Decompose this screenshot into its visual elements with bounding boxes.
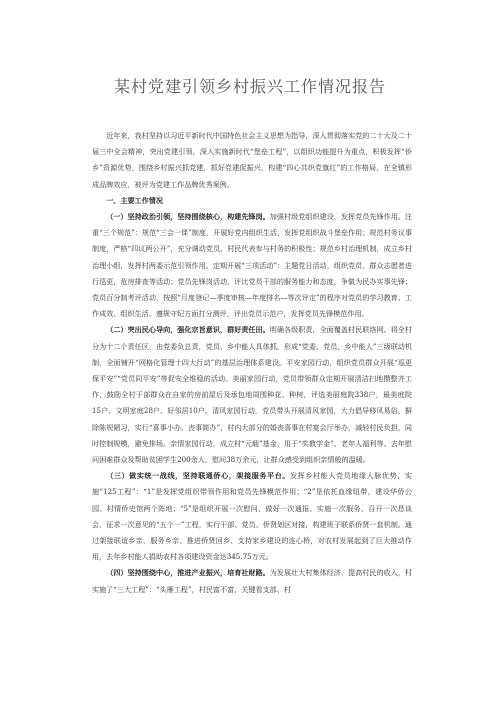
item-text: 为发展壮大村集体经济，提高村民的收入，村实施了“三大工程”：“头雁工程”，村民富不富，关键看支部、村 (92, 568, 413, 594)
item-text: 明确各级职责，全面覆盖村民联络网。将全村分为十二个责任区，由党委负总责，党员、乡中能人具体抓，形成“党委、党员、乡中能人”三级联动机制，全面铺开“网格化管理十四大行动”的基层治理体系建设。平安家园行动，组织党员群众开展“巡更保平安”“党员同平安”等促安全维稳的活动。美丽家园行动，党员带领群众定期开展清洁扫地攒整齐工作，鼓励全村于部群众在自家的房前屋后及承包地周围种花、种树，评选美丽庭院338户，最美庭院15户、文明家庭28户、好邻居10户。清风家园行动，党员带头开展清风家园，大力倡导移风易俗，摒除陈规陋习，实行“喜事小办、丧事简办”，村内大部分的婚丧喜事在村宴会厅举办，减轻村民负担，同时控制规模，避免排场。亲情家园行动，成立村“元载”基金，用于“奖教学金”、老年人福利等。去年慰问困难群众及帮助贫困学生200余人，慰问38万余元，让群众感受到组织亲情般的温暖。 (92, 325, 413, 465)
item-text: 加强村级党组织建设，发挥党员先锋作用。注重“三个规范”：规范“三会一课”制度，开展好党内组织生活，发挥党组织战斗堡垒作用；规范村务议事制度，严格“四议两公开”，充分调动党员、村民代表参与村务的积极性；规范乡村治理机制，成立乡村治理小组，发挥村两委示范引领作用。定期开展“三项活动”：主题党日活动，组织党员、群众志愿者进行巡更，危房排查等活动；党员先锋岗活动，评比党员干部的服务能力和态度，争做为民办实事先锋；党员百分制考评活动，按照“月度登记—季度审核—年度排名—等次评定”的程序对党员的学习教育、工作成效、组织生活、遵规守纪方面打分测评，评出党员示范户，发挥党员先锋模范作用。 (92, 212, 413, 319)
item-lead: （二）突出民心导向，强化宗旨意识，群好责任田。 (106, 325, 270, 335)
item-paragraph (92, 468, 412, 565)
item-paragraph (92, 565, 412, 597)
item-lead: （三）做实统一战线，坚持联通侨心，架接服务平台。 (106, 471, 291, 481)
item-lead: （一）坚持政治引领，坚持围绕核心，构建先锋岗。 (106, 212, 270, 222)
item-paragraph (92, 322, 412, 468)
section-heading: 一、主要工作情况 (106, 195, 163, 205)
document-body (92, 128, 412, 598)
item-text: 发挥乡村能人党员地缘人脉优势，实施“125工程”：“1”是发挥党组织带领作用和党员先锋模范作用；“2”是依托血缘纽带，建设华侨公园、村情侨史馆两个阵地；“5”是组织开展一次慰问、做好一次通报、实施一次服务、召开一次恳谈会、征求一次意见的“五个一”工程，实行干部、党员、侨贤划区对接，构建班子联系侨贤一套机制。通过架接联谊乡亲，服务乡亲、推进侨贤回乡、支持家乡建设的连心桥，对农村发展起到了巨大推动作用，去年乡村能人捐助农村各项建设资金达345.75万元。 (92, 471, 412, 562)
item-lead: （四）坚持围绕中心，推进产业振兴，培育社财路。 (106, 568, 270, 578)
document-title: 某村党建引领乡村振兴工作情况报告 (113, 77, 386, 96)
item-paragraph (92, 209, 412, 322)
intro-paragraph: 近年来，我村坚持以习近平新时代中国特色社会主义思想为指导，深入贯彻落实党的二十大及二十届三中全会精神，突出党建引领，深入实施新时代“堡垒工程”，以组织功能提升为重点，积极发挥“侨乡”资源优势，围绕乡村振兴抓党建，抓好党建促振兴，构建“四心共织党旗红”的工作格局，在全镇形成品牌效应，被评为党建工作品牌优秀案例。 (92, 131, 412, 189)
